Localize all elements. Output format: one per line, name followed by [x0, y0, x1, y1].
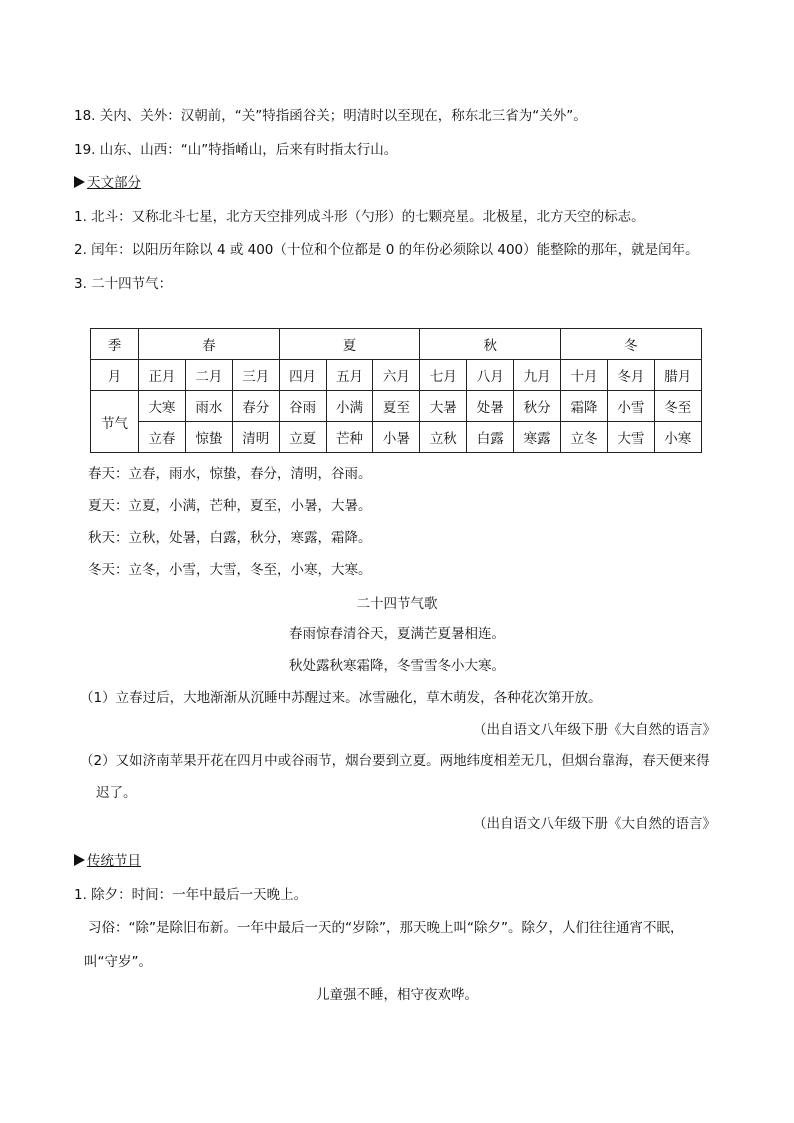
text-line-guannei: 18. 关内、关外：汉朝前，“关”特指函谷关；明清时以至现在，称东北三省为“关外”。: [74, 108, 587, 124]
term-cell: 大雪: [607, 422, 654, 453]
season-line-autumn: 秋天：立秋，处暑，白露，秋分，寒露，霜降。: [88, 530, 372, 546]
term-cell: 夏至: [373, 391, 420, 422]
term-cell: 立春: [139, 422, 186, 453]
triangle-bullet-icon: [74, 176, 85, 188]
term-cell: 小暑: [373, 422, 420, 453]
term-cell: 大寒: [139, 391, 186, 422]
season-line-spring: 春天：立春，雨水，惊蛰，春分，清明，谷雨。: [88, 466, 372, 482]
term-cell: 冬至: [654, 391, 701, 422]
term-cell: 霜降: [561, 391, 608, 422]
month-cell: 五月: [326, 360, 373, 391]
song-line: 春雨惊春清谷天，夏满芒夏暑相连。: [289, 626, 505, 642]
section-title: 传统节日: [87, 853, 141, 869]
row-header-month: 月: [91, 360, 139, 391]
term-cell: 寒露: [514, 422, 561, 453]
term-cell: 白露: [467, 422, 514, 453]
term-cell: 秋分: [514, 391, 561, 422]
section-heading-festivals: [74, 852, 141, 870]
season-cell: 秋: [420, 329, 561, 360]
month-cell: 正月: [139, 360, 186, 391]
custom-line-1: 习俗：“除”是除旧布新。一年中最后一天的“岁除”，那天晚上叫“除夕”。除夕，人们往往通宵不眠，: [88, 920, 684, 936]
month-cell: 四月: [279, 360, 326, 391]
term-cell: 立秋: [420, 422, 467, 453]
example-1-source: （出自语文八年级下册《大自然的语言》: [473, 722, 716, 738]
table-row: [91, 329, 702, 360]
term-cell: 惊蛰: [185, 422, 232, 453]
row-header-season: 季: [91, 329, 139, 360]
term-cell: 小满: [326, 391, 373, 422]
custom-line-2: 叫“守岁”。: [84, 954, 152, 970]
festival-item-chuxi: 1. 除夕：时间：一年中最后一天晚上。: [74, 887, 308, 903]
month-cell: 二月: [185, 360, 232, 391]
section-title: 天文部分: [87, 175, 141, 191]
term-cell: 芒种: [326, 422, 373, 453]
season-line-summer: 夏天：立夏，小满，芒种，夏至，小暑，大暑。: [88, 498, 372, 514]
example-2-line-1: （2）又如济南苹果开花在四月中或谷雨节，烟台要到立夏。两地纬度相差无几，但烟台靠海，春天便来得: [80, 753, 710, 769]
month-cell: 三月: [232, 360, 279, 391]
month-cell: 腊月: [654, 360, 701, 391]
term-cell: 小寒: [654, 422, 701, 453]
text-line-solar-terms: 3. 二十四节气：: [74, 276, 173, 292]
term-cell: 立冬: [561, 422, 608, 453]
term-cell: 立夏: [279, 422, 326, 453]
text-line-shandong: 19. 山东、山西：“山”特指崤山，后来有时指太行山。: [74, 142, 398, 158]
month-cell: 六月: [373, 360, 420, 391]
text-line-beidou: 1. 北斗：又称北斗七星，北方天空排列成斗形（勺形）的七颗亮星。北极星，北方天空的标志。: [74, 209, 645, 225]
text-line-leap-year: 2. 闰年：以阳历年除以 4 或 400（十位和个位都是 0 的年份必须除以 400）能整除的那年，就是闰年。: [74, 242, 699, 258]
table-row: [91, 360, 702, 391]
song-title: 二十四节气歌: [356, 596, 438, 612]
term-cell: 谷雨: [279, 391, 326, 422]
example-2-source: （出自语文八年级下册《大自然的语言》: [473, 816, 716, 832]
term-cell: 春分: [232, 391, 279, 422]
solar-terms-table: [90, 328, 702, 453]
section-heading-astronomy: [74, 174, 141, 192]
table-row: [91, 391, 702, 422]
poem-line: 儿童强不睡，相守夜欢哗。: [316, 987, 478, 1003]
term-cell: 大暑: [420, 391, 467, 422]
month-cell: 八月: [467, 360, 514, 391]
season-cell: 夏: [279, 329, 420, 360]
term-cell: 小雪: [607, 391, 654, 422]
month-cell: 冬月: [607, 360, 654, 391]
season-cell: 冬: [561, 329, 702, 360]
song-line: 秋处露秋寒霜降，冬雪雪冬小大寒。: [289, 658, 505, 674]
triangle-bullet-icon: [74, 854, 85, 866]
month-cell: 九月: [514, 360, 561, 391]
table-row: [91, 422, 702, 453]
month-cell: 七月: [420, 360, 467, 391]
term-cell: 清明: [232, 422, 279, 453]
season-line-winter: 冬天：立冬，小雪，大雪，冬至，小寒，大寒。: [88, 562, 372, 578]
row-header-terms: 节气: [91, 391, 139, 453]
month-cell: 十月: [561, 360, 608, 391]
term-cell: 处暑: [467, 391, 514, 422]
term-cell: 雨水: [185, 391, 232, 422]
example-1: （1）立春过后，大地渐渐从沉睡中苏醒过来。冰雪融化，草木萌发，各种花次第开放。: [80, 690, 602, 706]
example-2-line-2: 迟了。: [96, 785, 137, 801]
season-cell: 春: [139, 329, 280, 360]
